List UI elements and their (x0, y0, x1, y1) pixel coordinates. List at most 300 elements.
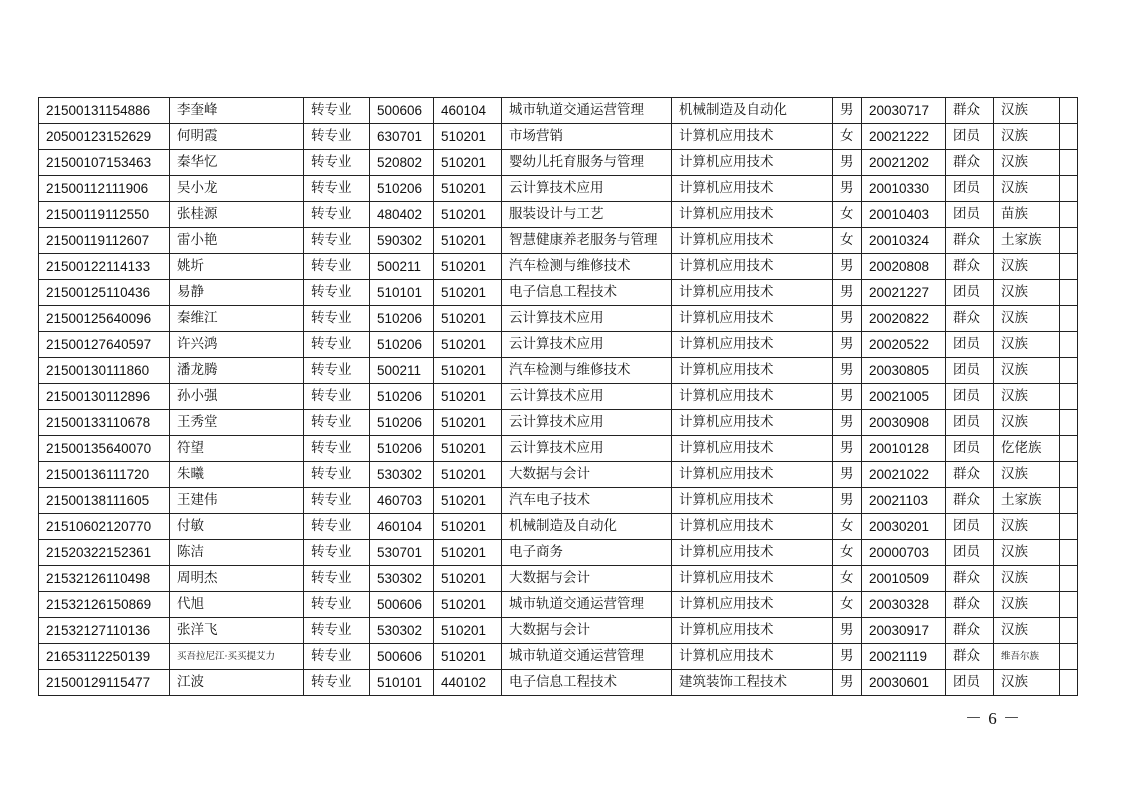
cell-student-name: 潘龙腾 (170, 358, 304, 384)
cell-original-major: 城市轨道交通运营管理 (502, 644, 672, 670)
cell-student-name: 张桂源 (170, 202, 304, 228)
cell-student-name: 代旭 (170, 592, 304, 618)
table-body (39, 98, 1078, 696)
cell-birth-date: 20021005 (862, 384, 946, 410)
cell-original-major: 云计算技术应用 (502, 332, 672, 358)
cell-ethnicity: 汉族 (994, 306, 1060, 332)
cell-target-major: 计算机应用技术 (672, 280, 833, 306)
cell-note (1060, 540, 1078, 566)
cell-student-id: 21500135640070 (39, 436, 170, 462)
cell-original-major-code: 510101 (370, 280, 434, 306)
cell-note (1060, 644, 1078, 670)
cell-note (1060, 488, 1078, 514)
table-row (39, 254, 1078, 280)
cell-ethnicity: 汉族 (994, 566, 1060, 592)
table-row (39, 228, 1078, 254)
cell-target-major-code: 510201 (434, 202, 502, 228)
cell-original-major-code: 510206 (370, 384, 434, 410)
cell-original-major: 汽车电子技术 (502, 488, 672, 514)
cell-original-major: 市场营销 (502, 124, 672, 150)
cell-political-status: 群众 (946, 306, 994, 332)
cell-student-id: 20500123152629 (39, 124, 170, 150)
cell-target-major: 机械制造及自动化 (672, 98, 833, 124)
cell-target-major: 计算机应用技术 (672, 644, 833, 670)
cell-gender: 男 (833, 306, 862, 332)
cell-student-id: 21500133110678 (39, 410, 170, 436)
cell-original-major-code: 480402 (370, 202, 434, 228)
cell-gender: 男 (833, 150, 862, 176)
cell-political-status: 群众 (946, 150, 994, 176)
student-transfer-table (38, 97, 1078, 696)
cell-ethnicity: 汉族 (994, 124, 1060, 150)
cell-note (1060, 592, 1078, 618)
cell-student-name: 姚圻 (170, 254, 304, 280)
cell-original-major-code: 530701 (370, 540, 434, 566)
table-row (39, 124, 1078, 150)
cell-gender: 女 (833, 566, 862, 592)
cell-target-major-code: 510201 (434, 254, 502, 280)
cell-political-status: 团员 (946, 436, 994, 462)
cell-target-major-code: 440102 (434, 670, 502, 696)
cell-target-major: 计算机应用技术 (672, 618, 833, 644)
cell-student-id: 21500129115477 (39, 670, 170, 696)
cell-original-major-code: 520802 (370, 150, 434, 176)
cell-note (1060, 124, 1078, 150)
cell-change-type: 转专业 (304, 514, 370, 540)
cell-original-major: 城市轨道交通运营管理 (502, 98, 672, 124)
cell-gender: 男 (833, 280, 862, 306)
cell-political-status: 群众 (946, 644, 994, 670)
cell-birth-date: 20021202 (862, 150, 946, 176)
cell-student-id: 21653112250139 (39, 644, 170, 670)
cell-student-name: 雷小艳 (170, 228, 304, 254)
cell-political-status: 群众 (946, 592, 994, 618)
cell-target-major: 计算机应用技术 (672, 566, 833, 592)
cell-student-id: 21500130111860 (39, 358, 170, 384)
cell-political-status: 团员 (946, 514, 994, 540)
cell-original-major-code: 530302 (370, 618, 434, 644)
cell-original-major-code: 530302 (370, 462, 434, 488)
cell-target-major: 计算机应用技术 (672, 254, 833, 280)
cell-gender: 男 (833, 488, 862, 514)
cell-change-type: 转专业 (304, 176, 370, 202)
cell-original-major-code: 500606 (370, 98, 434, 124)
cell-birth-date: 20010330 (862, 176, 946, 202)
cell-change-type: 转专业 (304, 618, 370, 644)
cell-student-name: 孙小强 (170, 384, 304, 410)
cell-change-type: 转专业 (304, 228, 370, 254)
cell-note (1060, 358, 1078, 384)
cell-student-name: 付敏 (170, 514, 304, 540)
cell-student-name: 符望 (170, 436, 304, 462)
cell-target-major-code: 510201 (434, 592, 502, 618)
cell-target-major: 建筑装饰工程技术 (672, 670, 833, 696)
cell-student-id: 21500127640597 (39, 332, 170, 358)
cell-ethnicity: 汉族 (994, 358, 1060, 384)
cell-ethnicity: 汉族 (994, 618, 1060, 644)
cell-gender: 男 (833, 410, 862, 436)
cell-gender: 男 (833, 254, 862, 280)
cell-note (1060, 332, 1078, 358)
table-row (39, 566, 1078, 592)
cell-student-name: 秦维江 (170, 306, 304, 332)
cell-target-major: 计算机应用技术 (672, 332, 833, 358)
cell-political-status: 团员 (946, 280, 994, 306)
cell-gender: 男 (833, 176, 862, 202)
cell-student-id: 21500107153463 (39, 150, 170, 176)
cell-target-major-code: 510201 (434, 150, 502, 176)
cell-political-status: 群众 (946, 254, 994, 280)
cell-student-id: 21500119112607 (39, 228, 170, 254)
cell-student-name: 江波 (170, 670, 304, 696)
cell-student-id: 21532126110498 (39, 566, 170, 592)
cell-original-major: 汽车检测与维修技术 (502, 358, 672, 384)
cell-political-status: 群众 (946, 228, 994, 254)
cell-ethnicity: 汉族 (994, 592, 1060, 618)
cell-birth-date: 20021022 (862, 462, 946, 488)
cell-original-major: 电子商务 (502, 540, 672, 566)
table-row (39, 670, 1078, 696)
cell-original-major: 机械制造及自动化 (502, 514, 672, 540)
cell-change-type: 转专业 (304, 98, 370, 124)
cell-target-major-code: 510201 (434, 332, 502, 358)
cell-target-major: 计算机应用技术 (672, 540, 833, 566)
cell-original-major-code: 500211 (370, 254, 434, 280)
table-row (39, 384, 1078, 410)
cell-political-status: 团员 (946, 124, 994, 150)
cell-original-major: 城市轨道交通运营管理 (502, 592, 672, 618)
cell-target-major-code: 510201 (434, 176, 502, 202)
cell-note (1060, 98, 1078, 124)
cell-birth-date: 20021227 (862, 280, 946, 306)
cell-target-major-code: 510201 (434, 410, 502, 436)
cell-gender: 女 (833, 228, 862, 254)
table-row (39, 436, 1078, 462)
cell-note (1060, 150, 1078, 176)
cell-student-name: 陈洁 (170, 540, 304, 566)
cell-original-major-code: 510206 (370, 436, 434, 462)
cell-original-major: 云计算技术应用 (502, 176, 672, 202)
cell-birth-date: 20010509 (862, 566, 946, 592)
cell-gender: 男 (833, 332, 862, 358)
cell-original-major-code: 460104 (370, 514, 434, 540)
cell-student-name: 秦华忆 (170, 150, 304, 176)
cell-note (1060, 514, 1078, 540)
cell-political-status: 团员 (946, 670, 994, 696)
cell-political-status: 团员 (946, 202, 994, 228)
cell-ethnicity: 汉族 (994, 254, 1060, 280)
cell-note (1060, 618, 1078, 644)
cell-ethnicity: 汉族 (994, 670, 1060, 696)
cell-ethnicity: 仡佬族 (994, 436, 1060, 462)
cell-birth-date: 20030201 (862, 514, 946, 540)
cell-student-id: 21500112111906 (39, 176, 170, 202)
table-row (39, 358, 1078, 384)
cell-birth-date: 20021119 (862, 644, 946, 670)
cell-student-name: 张洋飞 (170, 618, 304, 644)
cell-ethnicity: 维吾尔族 (994, 644, 1060, 670)
cell-original-major: 智慧健康养老服务与管理 (502, 228, 672, 254)
cell-note (1060, 670, 1078, 696)
cell-target-major: 计算机应用技术 (672, 514, 833, 540)
cell-original-major: 云计算技术应用 (502, 306, 672, 332)
cell-target-major: 计算机应用技术 (672, 592, 833, 618)
table-row (39, 98, 1078, 124)
cell-target-major: 计算机应用技术 (672, 176, 833, 202)
cell-target-major-code: 510201 (434, 540, 502, 566)
cell-note (1060, 436, 1078, 462)
cell-original-major: 服装设计与工艺 (502, 202, 672, 228)
cell-target-major: 计算机应用技术 (672, 384, 833, 410)
cell-gender: 男 (833, 644, 862, 670)
cell-student-id: 21532127110136 (39, 618, 170, 644)
cell-birth-date: 20010324 (862, 228, 946, 254)
cell-change-type: 转专业 (304, 202, 370, 228)
cell-original-major-code: 590302 (370, 228, 434, 254)
cell-gender: 女 (833, 202, 862, 228)
cell-student-id: 21500138111605 (39, 488, 170, 514)
table-row (39, 514, 1078, 540)
cell-political-status: 群众 (946, 462, 994, 488)
table-row (39, 488, 1078, 514)
cell-target-major: 计算机应用技术 (672, 124, 833, 150)
table-row (39, 462, 1078, 488)
cell-birth-date: 20000703 (862, 540, 946, 566)
cell-birth-date: 20010128 (862, 436, 946, 462)
cell-original-major-code: 500606 (370, 592, 434, 618)
cell-student-id: 21500131154886 (39, 98, 170, 124)
cell-student-name: 王秀堂 (170, 410, 304, 436)
page-number: － 6 － (965, 709, 1021, 728)
cell-original-major-code: 630701 (370, 124, 434, 150)
cell-original-major-code: 500606 (370, 644, 434, 670)
cell-target-major: 计算机应用技术 (672, 436, 833, 462)
cell-ethnicity: 汉族 (994, 332, 1060, 358)
cell-gender: 女 (833, 514, 862, 540)
table-row (39, 410, 1078, 436)
cell-change-type: 转专业 (304, 124, 370, 150)
cell-note (1060, 566, 1078, 592)
cell-ethnicity: 汉族 (994, 384, 1060, 410)
cell-target-major-code: 460104 (434, 98, 502, 124)
cell-original-major-code: 510206 (370, 176, 434, 202)
cell-student-id: 21500130112896 (39, 384, 170, 410)
cell-birth-date: 20020822 (862, 306, 946, 332)
cell-birth-date: 20020808 (862, 254, 946, 280)
cell-political-status: 团员 (946, 358, 994, 384)
cell-change-type: 转专业 (304, 592, 370, 618)
cell-original-major-code: 510206 (370, 410, 434, 436)
cell-student-id: 21520322152361 (39, 540, 170, 566)
cell-birth-date: 20010403 (862, 202, 946, 228)
cell-political-status: 团员 (946, 176, 994, 202)
cell-original-major-code: 530302 (370, 566, 434, 592)
cell-student-name: 周明杰 (170, 566, 304, 592)
cell-original-major-code: 510206 (370, 332, 434, 358)
cell-gender: 男 (833, 670, 862, 696)
cell-change-type: 转专业 (304, 462, 370, 488)
cell-political-status: 团员 (946, 332, 994, 358)
cell-change-type: 转专业 (304, 150, 370, 176)
cell-gender: 女 (833, 124, 862, 150)
cell-target-major: 计算机应用技术 (672, 410, 833, 436)
cell-change-type: 转专业 (304, 306, 370, 332)
cell-target-major: 计算机应用技术 (672, 306, 833, 332)
cell-target-major-code: 510201 (434, 488, 502, 514)
cell-gender: 男 (833, 462, 862, 488)
cell-gender: 男 (833, 436, 862, 462)
cell-note (1060, 176, 1078, 202)
table-row (39, 176, 1078, 202)
cell-change-type: 转专业 (304, 280, 370, 306)
cell-note (1060, 306, 1078, 332)
cell-target-major-code: 510201 (434, 124, 502, 150)
table-row (39, 618, 1078, 644)
cell-political-status: 群众 (946, 566, 994, 592)
cell-political-status: 群众 (946, 488, 994, 514)
cell-ethnicity: 土家族 (994, 228, 1060, 254)
cell-gender: 女 (833, 592, 862, 618)
cell-original-major-code: 510101 (370, 670, 434, 696)
cell-change-type: 转专业 (304, 644, 370, 670)
cell-original-major: 云计算技术应用 (502, 410, 672, 436)
cell-change-type: 转专业 (304, 358, 370, 384)
cell-target-major-code: 510201 (434, 436, 502, 462)
cell-ethnicity: 汉族 (994, 540, 1060, 566)
cell-student-id: 21500136111720 (39, 462, 170, 488)
cell-target-major: 计算机应用技术 (672, 202, 833, 228)
cell-student-name: 王建伟 (170, 488, 304, 514)
cell-birth-date: 20030328 (862, 592, 946, 618)
table-row (39, 592, 1078, 618)
cell-target-major-code: 510201 (434, 280, 502, 306)
cell-political-status: 群众 (946, 98, 994, 124)
cell-original-major: 电子信息工程技术 (502, 280, 672, 306)
cell-ethnicity: 汉族 (994, 280, 1060, 306)
cell-target-major: 计算机应用技术 (672, 228, 833, 254)
cell-note (1060, 410, 1078, 436)
cell-target-major: 计算机应用技术 (672, 488, 833, 514)
cell-student-name: 买吾拉尼江·买买提艾力 (170, 644, 304, 670)
cell-change-type: 转专业 (304, 254, 370, 280)
cell-ethnicity: 汉族 (994, 462, 1060, 488)
cell-ethnicity: 汉族 (994, 150, 1060, 176)
cell-political-status: 团员 (946, 384, 994, 410)
cell-gender: 男 (833, 384, 862, 410)
cell-gender: 女 (833, 540, 862, 566)
cell-student-name: 何明霞 (170, 124, 304, 150)
cell-birth-date: 20020522 (862, 332, 946, 358)
cell-original-major: 电子信息工程技术 (502, 670, 672, 696)
cell-original-major: 大数据与会计 (502, 462, 672, 488)
cell-ethnicity: 汉族 (994, 98, 1060, 124)
cell-original-major-code: 500211 (370, 358, 434, 384)
cell-change-type: 转专业 (304, 540, 370, 566)
cell-change-type: 转专业 (304, 488, 370, 514)
cell-political-status: 群众 (946, 618, 994, 644)
cell-note (1060, 280, 1078, 306)
cell-target-major-code: 510201 (434, 462, 502, 488)
cell-original-major-code: 460703 (370, 488, 434, 514)
cell-original-major: 大数据与会计 (502, 618, 672, 644)
cell-target-major: 计算机应用技术 (672, 462, 833, 488)
cell-note (1060, 462, 1078, 488)
cell-student-id: 21500119112550 (39, 202, 170, 228)
table-row (39, 150, 1078, 176)
cell-target-major: 计算机应用技术 (672, 150, 833, 176)
cell-target-major-code: 510201 (434, 566, 502, 592)
table-row (39, 540, 1078, 566)
cell-original-major: 大数据与会计 (502, 566, 672, 592)
cell-ethnicity: 汉族 (994, 176, 1060, 202)
cell-change-type: 转专业 (304, 436, 370, 462)
cell-note (1060, 384, 1078, 410)
cell-gender: 男 (833, 358, 862, 384)
cell-ethnicity: 汉族 (994, 514, 1060, 540)
cell-change-type: 转专业 (304, 566, 370, 592)
cell-birth-date: 20030908 (862, 410, 946, 436)
cell-change-type: 转专业 (304, 410, 370, 436)
cell-target-major-code: 510201 (434, 306, 502, 332)
cell-target-major: 计算机应用技术 (672, 358, 833, 384)
cell-original-major: 婴幼儿托育服务与管理 (502, 150, 672, 176)
cell-target-major-code: 510201 (434, 228, 502, 254)
cell-ethnicity: 土家族 (994, 488, 1060, 514)
cell-student-id: 21500125110436 (39, 280, 170, 306)
cell-original-major: 云计算技术应用 (502, 436, 672, 462)
cell-birth-date: 20021103 (862, 488, 946, 514)
cell-student-name: 李奎峰 (170, 98, 304, 124)
table-row (39, 306, 1078, 332)
cell-original-major: 云计算技术应用 (502, 384, 672, 410)
cell-ethnicity: 汉族 (994, 410, 1060, 436)
cell-change-type: 转专业 (304, 670, 370, 696)
cell-political-status: 团员 (946, 410, 994, 436)
cell-birth-date: 20021222 (862, 124, 946, 150)
cell-birth-date: 20030917 (862, 618, 946, 644)
cell-student-id: 21510602120770 (39, 514, 170, 540)
cell-student-id: 21500125640096 (39, 306, 170, 332)
cell-note (1060, 228, 1078, 254)
cell-original-major-code: 510206 (370, 306, 434, 332)
cell-birth-date: 20030805 (862, 358, 946, 384)
cell-student-name: 朱曦 (170, 462, 304, 488)
cell-target-major-code: 510201 (434, 358, 502, 384)
cell-target-major-code: 510201 (434, 384, 502, 410)
cell-target-major-code: 510201 (434, 618, 502, 644)
table-row (39, 332, 1078, 358)
table-row (39, 280, 1078, 306)
cell-original-major: 汽车检测与维修技术 (502, 254, 672, 280)
cell-political-status: 团员 (946, 540, 994, 566)
cell-birth-date: 20030601 (862, 670, 946, 696)
cell-student-name: 吴小龙 (170, 176, 304, 202)
cell-gender: 男 (833, 98, 862, 124)
cell-student-name: 许兴鸿 (170, 332, 304, 358)
table-row (39, 202, 1078, 228)
cell-student-id: 21532126150869 (39, 592, 170, 618)
cell-change-type: 转专业 (304, 384, 370, 410)
cell-student-id: 21500122114133 (39, 254, 170, 280)
cell-ethnicity: 苗族 (994, 202, 1060, 228)
cell-gender: 男 (833, 618, 862, 644)
cell-note (1060, 202, 1078, 228)
cell-change-type: 转专业 (304, 332, 370, 358)
cell-birth-date: 20030717 (862, 98, 946, 124)
cell-target-major-code: 510201 (434, 514, 502, 540)
cell-student-name: 易静 (170, 280, 304, 306)
cell-target-major-code: 510201 (434, 644, 502, 670)
